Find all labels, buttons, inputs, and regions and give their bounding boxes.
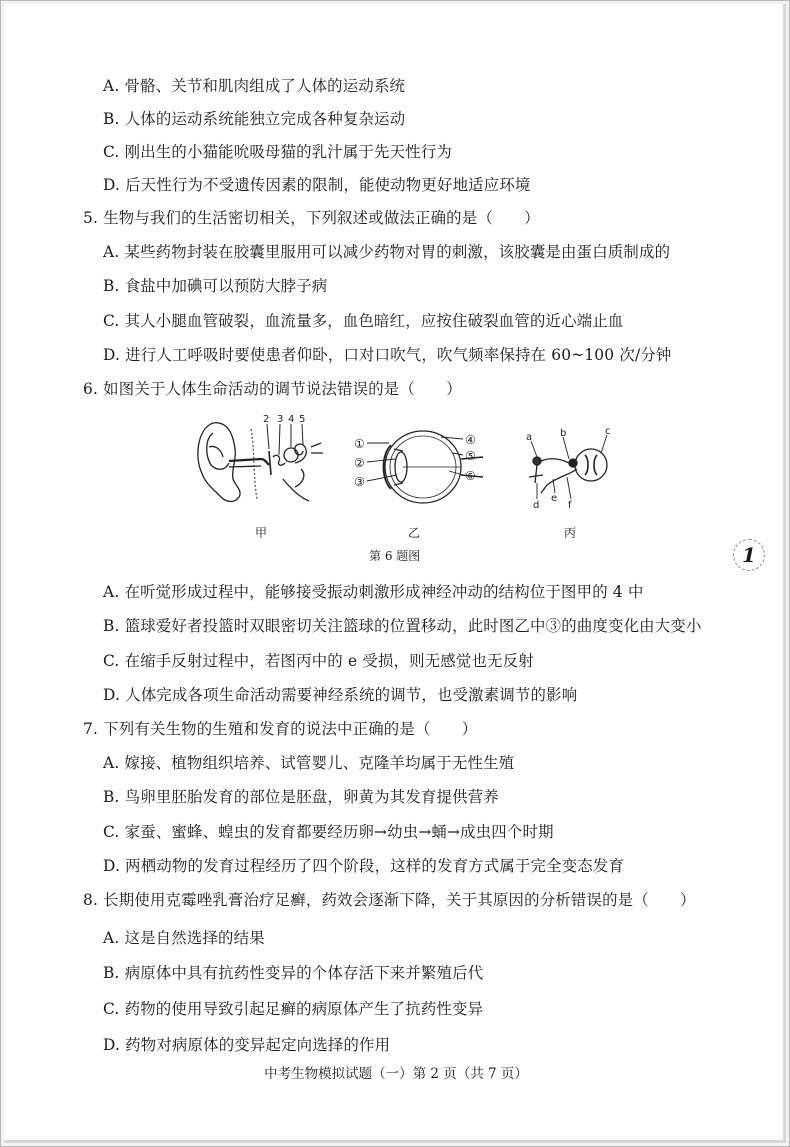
reflex-label-e: e <box>551 493 558 504</box>
figure-label-yi: 乙 <box>407 526 420 540</box>
q6-option-b: B. 篮球爱好者投篮时双眼密切关注篮球的位置移动，此时图乙中③的曲度变化由大变小 <box>103 617 702 635</box>
eye-label-3: ③ <box>354 475 365 489</box>
q8-option-d: D. 药物对病原体的变异起定向选择的作用 <box>103 1036 391 1054</box>
q8-option-a: A. 这是自然选择的结果 <box>103 929 265 947</box>
q7-option-b: B. 鸟卵里胚胎发育的部位是胚盘，卵黄为其发育提供营养 <box>103 788 499 806</box>
eye-label-4: ④ <box>465 433 476 447</box>
reflex-label-c: c <box>605 426 611 437</box>
reflex-label-a: a <box>526 432 533 443</box>
figure-caption: 第 6 题图 <box>369 549 421 563</box>
eye-label-1: ① <box>354 437 365 451</box>
ear-number-5: 5 <box>299 414 306 425</box>
q5-option-a: A. 某些药物封装在胶囊里服用可以减少药物对胃的刺激，该胶囊是由蛋白质制成的 <box>103 243 671 261</box>
prev-option-c: C. 刚出生的小猫能吮吸母猫的乳汁属于先天性行为 <box>103 143 453 161</box>
reflex-label-b: b <box>560 428 567 439</box>
ear-diagram <box>198 423 323 502</box>
q8-option-c: C. 药物的使用导致引起足癣的病原体产生了抗药性变异 <box>103 1000 484 1018</box>
q7-option-a: A. 嫁接、植物组织培养、试管婴儿、克隆羊均属于无性生殖 <box>103 754 515 772</box>
prev-option-b: B. 人体的运动系统能独立完成各种复杂运动 <box>103 110 406 128</box>
eye-label-2: ② <box>354 456 365 470</box>
reflex-label-d: d <box>533 500 540 511</box>
reflex-arc-diagram <box>529 435 607 499</box>
q6-option-a: A. 在听觉形成过程中，能够接受振动刺激形成神经冲动的结构位于图甲的 4 中 <box>103 583 644 601</box>
q5-option-c: C. 其人小腿血管破裂，血流量多，血色暗红，应按住破裂血管的近心端止血 <box>103 312 624 330</box>
ear-number-4: 4 <box>288 414 295 425</box>
q7-stem: 7. 下列有关生物的生殖和发育的说法中正确的是（ ） <box>83 720 478 738</box>
eye-label-6: ⑥ <box>465 469 476 483</box>
q6-option-d: D. 人体完成各项生命活动需要神经系统的调节，也受激素调节的影响 <box>103 686 578 704</box>
q6-figure <box>191 409 631 517</box>
q5-option-b: B. 食盐中加碘可以预防大脖子病 <box>103 277 328 295</box>
ear-number-3: 3 <box>277 414 284 425</box>
prev-option-d: D. 后天性行为不受遗传因素的限制，能使动物更好地适应环境 <box>103 176 531 194</box>
q6-option-c: C. 在缩手反射过程中，若图丙中的 e 受损，则无感觉也无反射 <box>103 652 534 670</box>
figure-label-bing: 丙 <box>563 526 576 540</box>
q8-stem: 8. 长期使用克霉唑乳膏治疗足癣，药效会逐渐下降，关于其原因的分析错误的是（ ） <box>83 891 696 909</box>
figure-label-jia: 甲 <box>254 526 267 540</box>
prev-option-a: A. 骨骼、关节和肌肉组成了人体的运动系统 <box>103 77 406 95</box>
q5-option-d: D. 进行人工呼吸时要使患者仰卧，口对口吹气，吹气频率保持在 60~100 次/分钟 <box>103 346 672 364</box>
q8-option-b: B. 病原体中具有抗药性变异的个体存活下来并繁殖后代 <box>103 964 484 982</box>
q7-option-c: C. 家蚕、蜜蜂、蝗虫的发育都要经历卵→幼虫→蛹→成虫四个时期 <box>103 823 554 841</box>
ear-number-2: 2 <box>263 414 270 425</box>
eye-label-5: ⑤ <box>465 449 476 463</box>
page-footer: 中考生物模拟试题（一）第 2 页（共 7 页） <box>264 1066 528 1082</box>
page-side-mark: 1 <box>733 539 765 571</box>
q7-option-d: D. 两栖动物的发育过程经历了四个阶段，这样的发育方式属于完全变态发育 <box>103 857 625 875</box>
q5-stem: 5. 生物与我们的生活密切相关，下列叙述或做法正确的是（ ） <box>83 209 540 227</box>
q6-stem: 6. 如图关于人体生命活动的调节说法错误的是（ ） <box>83 380 462 398</box>
reflex-label-f: f <box>568 500 572 511</box>
